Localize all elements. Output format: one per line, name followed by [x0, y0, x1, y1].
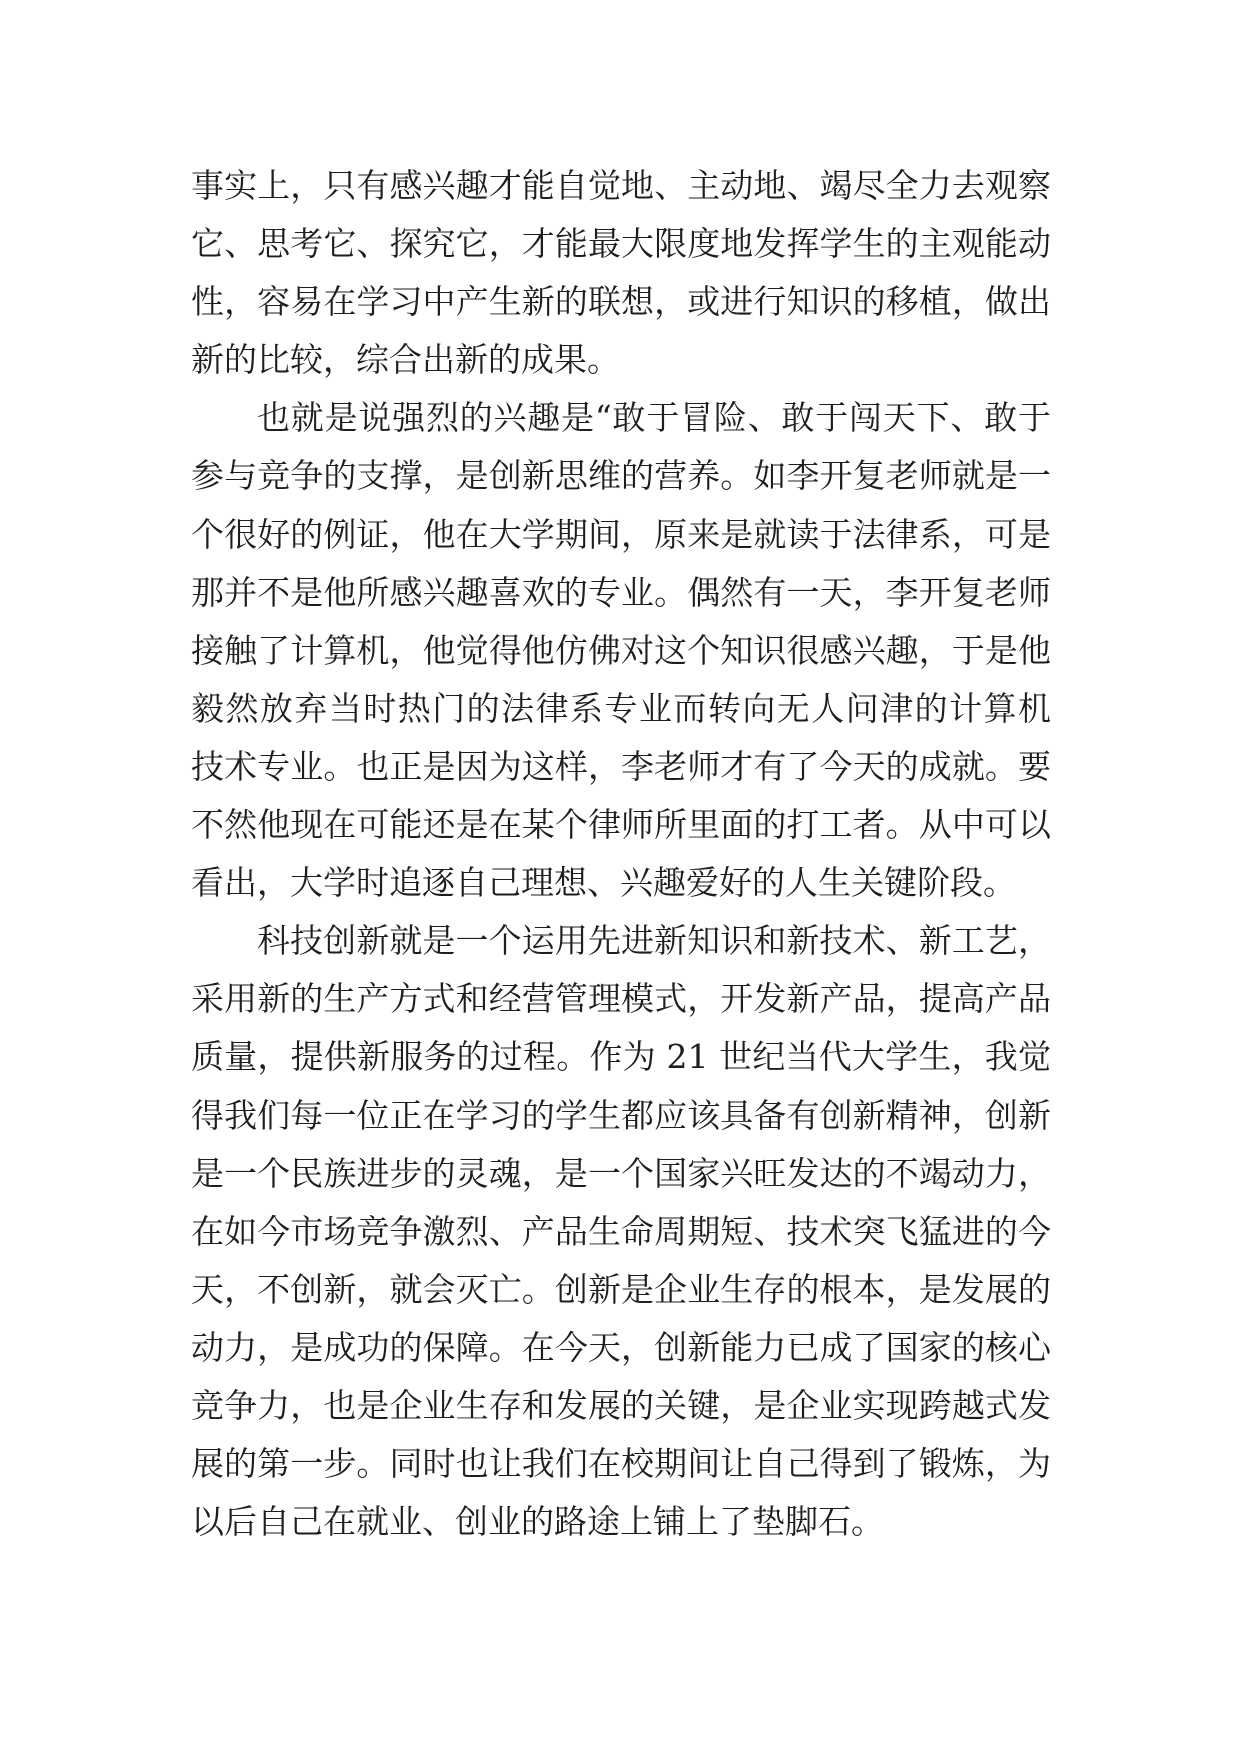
paragraph-line: 动力，是成功的保障。在今天，创新能力已成了国家的核心 [191, 1327, 1051, 1367]
document-body [191, 157, 1051, 1551]
paragraph-line: 天，不创新，就会灭亡。创新是企业生存的根本，是发展的 [191, 1269, 1051, 1309]
paragraph-line: 以后自己在就业、创业的路途上铺上了垫脚石。 [191, 1502, 884, 1542]
paragraph-line: 是一个民族进步的灵魂，是一个国家兴旺发达的不竭动力， [191, 1153, 1051, 1193]
paragraph-line: 新的比较，综合出新的成果。 [191, 340, 620, 380]
paragraph-line: 性，容易在学习中产生新的联想，或进行知识的移植，做出 [191, 282, 1051, 322]
paragraph-line: 展的第一步。同时也让我们在校期间让自己得到了锻炼，为 [191, 1444, 1051, 1484]
paragraph-line: 毅然放弃当时热门的法律系专业而转向无人问津的计算机 [191, 688, 1051, 728]
paragraph-line: 竞争力，也是企业生存和发展的关键，是企业实现跨越式发 [191, 1385, 1051, 1425]
paragraph-line: 不然他现在可能还是在某个律师所里面的打工者。从中可以 [191, 805, 1051, 845]
paragraph-line: 那并不是他所感兴趣喜欢的专业。偶然有一天，李开复老师 [191, 572, 1051, 612]
paragraph-line: 接触了计算机，他觉得他仿佛对这个知识很感兴趣，于是他 [191, 630, 1051, 670]
paragraph-line: 它、思考它、探究它，才能最大限度地发挥学生的主观能动 [191, 224, 1051, 264]
paragraph-3 [191, 912, 1051, 1551]
paragraph-1 [191, 157, 1051, 389]
paragraph-line: 采用新的生产方式和经营管理模式，开发新产品，提高产品 [191, 979, 1051, 1019]
paragraph-line: 个很好的例证，他在大学期间，原来是就读于法律系，可是 [191, 514, 1051, 554]
paragraph-line: 看出，大学时追逐自己理想、兴趣爱好的人生关键阶段。 [191, 863, 1016, 903]
paragraph-line: 质量，提供新服务的过程。作为 21 世纪当代大学生，我觉 [191, 1037, 1051, 1077]
paragraph-line: 也就是说强烈的兴趣是“敢于冒险、敢于闯天下、敢于 [257, 398, 1051, 438]
paragraph-line: 科技创新就是一个运用先进新知识和新技术、新工艺， [257, 921, 1051, 961]
paragraph-line: 参与竞争的支撑，是创新思维的营养。如李开复老师就是一 [191, 456, 1051, 496]
paragraph-line: 技术专业。也正是因为这样，李老师才有了今天的成就。要 [191, 746, 1051, 786]
paragraph-line: 得我们每一位正在学习的学生都应该具备有创新精神，创新 [191, 1095, 1051, 1135]
paragraph-line: 事实上，只有感兴趣才能自觉地、主动地、竭尽全力去观察 [191, 166, 1051, 205]
paragraph-2 [191, 389, 1051, 912]
paragraph-line: 在如今市场竞争激烈、产品生命周期短、技术突飞猛进的今 [191, 1211, 1051, 1251]
